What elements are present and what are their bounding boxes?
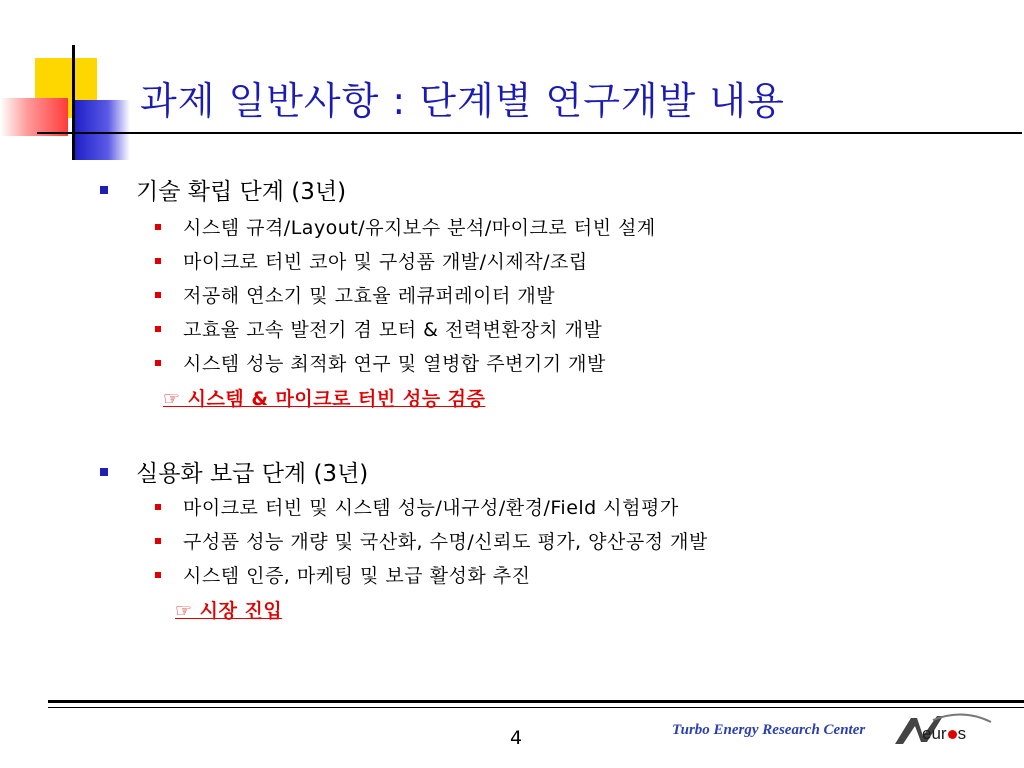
footer-divider-thin — [48, 707, 1024, 708]
square-bullet-icon — [155, 360, 161, 366]
section-note-1: ☞ 시스템 & 마이크로 터빈 성능 검증 — [163, 388, 486, 410]
list-item: 구성품 성능 개량 및 국산화, 수명/신뢰도 평가, 양산공정 개발 — [155, 527, 708, 554]
square-bullet-icon — [155, 258, 161, 264]
list-item: 시스템 규격/Layout/유지보수 분석/마이크로 터빈 설계 — [155, 213, 656, 240]
square-bullet-icon — [155, 572, 161, 578]
square-bullet-icon — [155, 538, 161, 544]
list-item: 마이크로 터빈 및 시스템 성능/내구성/환경/Field 시험평가 — [155, 493, 679, 520]
square-bullet-icon — [100, 468, 108, 476]
footer-organization: Turbo Energy Research Center — [672, 722, 866, 738]
square-bullet-icon — [155, 326, 161, 332]
list-item: 마이크로 터빈 코아 및 구성품 개발/시제작/조립 — [155, 247, 588, 274]
square-bullet-icon — [155, 292, 161, 298]
corner-decoration-vertical-line — [72, 45, 75, 160]
list-item: 시스템 성능 최적화 연구 및 열병합 주변기기 개발 — [155, 349, 606, 376]
logo-dot-icon — [948, 730, 957, 739]
footer-divider — [48, 700, 1024, 703]
list-item: 시스템 인증, 마케팅 및 보급 활성화 추진 — [155, 561, 530, 588]
list-item: 고효율 고속 발전기 겸 모터 & 전력변환장치 개발 — [155, 315, 602, 342]
page-number: 4 — [510, 727, 523, 749]
square-bullet-icon — [155, 224, 161, 230]
corner-decoration-red — [0, 98, 68, 136]
slide-title: 과제 일반사항 : 단계별 연구개발 내용 — [140, 79, 785, 123]
section-note-2: ☞ 시장 진입 — [175, 600, 283, 622]
logo-wordmark: eur s — [922, 724, 967, 743]
list-item: 저공해 연소기 및 고효율 레큐퍼레이터 개발 — [155, 281, 555, 308]
section-heading-2: 실용화 보급 단계 (3년) — [100, 455, 368, 488]
square-bullet-icon — [100, 186, 108, 194]
square-bullet-icon — [155, 504, 161, 510]
corner-decoration-blue — [75, 100, 130, 160]
title-underline — [37, 132, 1022, 134]
section-heading-1: 기술 확립 단계 (3년) — [100, 173, 346, 206]
